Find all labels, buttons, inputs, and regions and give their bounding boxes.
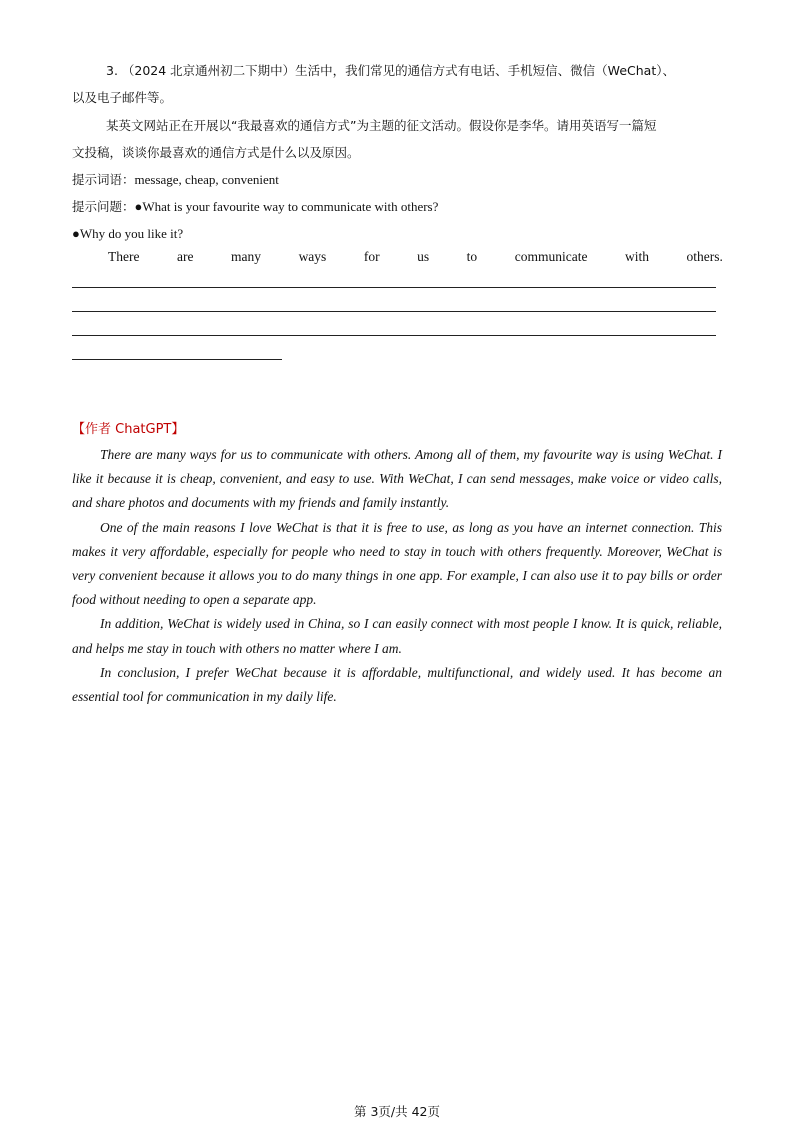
opening-word: us (417, 249, 430, 264)
hint-question-2: ●Why do you like it? (72, 226, 184, 241)
opening-word: with (624, 249, 649, 264)
hint-words-row (72, 172, 279, 189)
model-essay (72, 443, 722, 709)
opening-word: to (466, 249, 478, 264)
essay-paragraph: In conclusion, I prefer WeChat because it is affordable, multifunctional, and widely used. It has become an essential tool for communication in my daily life. (72, 664, 722, 705)
answer-line-short (72, 359, 282, 360)
opening-word: for (363, 249, 380, 264)
opening-word: There (108, 249, 140, 264)
opening-word: communicate (514, 249, 588, 264)
hint-words: message, cheap, convenient (134, 172, 279, 187)
opening-word: many (231, 249, 262, 264)
author-tag: 【作者 ChatGPT】 (72, 422, 185, 437)
answer-line (72, 335, 716, 336)
answer-line (72, 311, 716, 312)
question-line-2: 以及电子邮件等。 (72, 90, 173, 105)
opening-sentence (108, 249, 723, 265)
essay-paragraph: In addition, WeChat is widely used in China, so I can easily connect with most people I know. It is quick, reliable, and helps me stay in touch with others no matter where I am. (72, 616, 722, 656)
question-line-3: 某英文网站正在开展以“我最喜欢的通信方式”为主题的征文活动。假设你是李华。请用英语写一篇短 (106, 118, 657, 133)
hint-question-1: ●What is your favourite way to communicate with others? (134, 199, 439, 214)
hint-question-row (72, 199, 438, 216)
question-line-1: 3. （2024 北京通州初二下期中）生活中，我们常见的通信方式有电话、手机短信、微信（WeChat）、 (106, 63, 675, 78)
opening-word: others. (686, 249, 723, 264)
question-line-4: 文投稿，谈谈你最喜欢的通信方式是什么以及原因。 (72, 145, 360, 160)
opening-word: are (177, 249, 194, 264)
essay-paragraph: There are many ways for us to communicate with others. Among all of them, my favourite way is using WeChat. I like it because it is cheap, convenient, and easy to use. With WeChat, I can send messages, make voice or video calls, and share photos and documents with my friends and family instantly. (72, 447, 722, 511)
hint-questions-label: 提示问题： (72, 199, 135, 214)
page-number: 第 3页/共 42页 (353, 1104, 441, 1119)
answer-line (72, 287, 716, 288)
essay-paragraph: One of the main reasons I love WeChat is that it is free to use, as long as you have an internet connection. This makes it very affordable, especially for people who need to stay in touch with others frequently. Moreover, WeChat is very convenient because it allows you to do many things in one app. For example, I can also use it to pay bills or order food without needing to open a separate app. (72, 519, 722, 608)
hint-words-label: 提示词语： (72, 172, 135, 187)
opening-word: ways (298, 249, 327, 264)
